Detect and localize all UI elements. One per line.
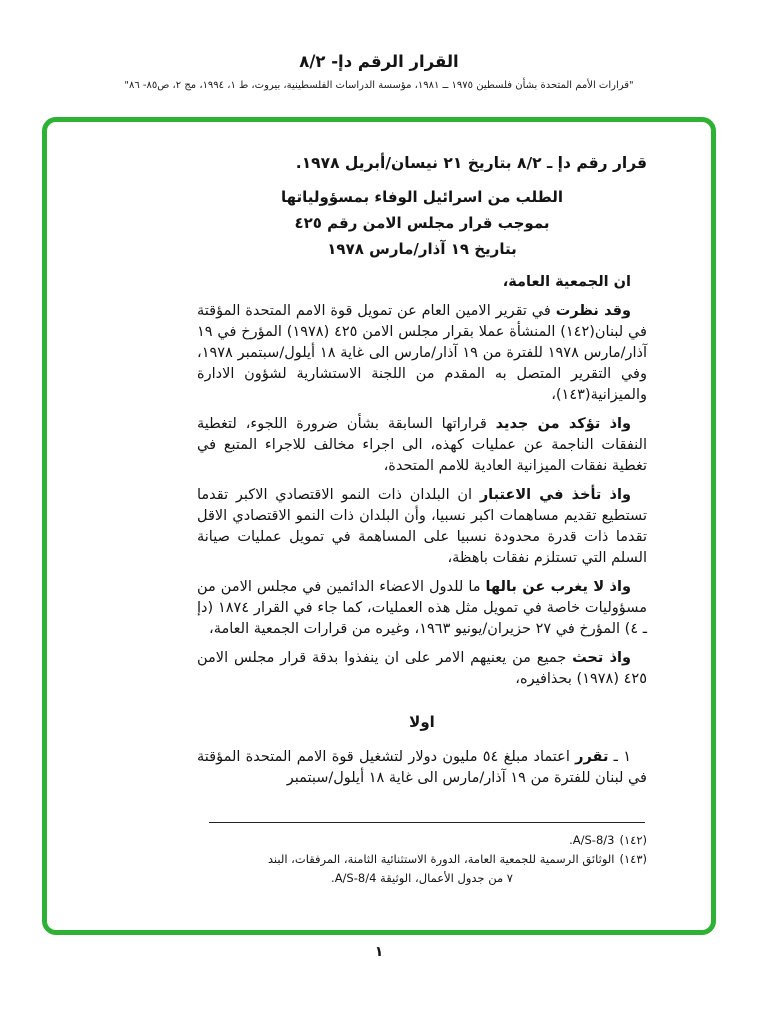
paragraph-text: جميع من يعنيهم الامر على ان ينفذوا بدقة قرار مجلس الامن ٤٢٥ (١٩٧٨) بحذافيره، xyxy=(197,650,647,687)
item-number: ١ ـ xyxy=(613,749,631,765)
footnote-text: A/S-8/3. xyxy=(569,833,615,847)
paragraph-lead: واذ تأخذ في الاعتبار xyxy=(479,487,631,503)
footnote-marker: (١٤٢) xyxy=(619,833,647,847)
paragraph-lead: وقد نظرت xyxy=(555,303,632,319)
paragraph-text: ان البلدان ذات النمو الاقتصادي الاكبر تقدما تستطيع تقديم مساهمات اكبر نسبيا، وأن البلدان ذات النمو الاقتصادي الاقل تقدما ذات قدرة محدودة نسبيا على المساهمة في تمويل عمليات صيانة السلم التي تستلزم نفقات باهظة، xyxy=(197,487,647,566)
subtitle-line: الطلب من اسرائيل الوفاء بمسؤولياتها xyxy=(280,188,564,206)
paragraph-lead: واذ لا يغرب عن بالها xyxy=(485,579,631,595)
paragraph-taking-into-account xyxy=(197,485,647,569)
resolution-body xyxy=(197,152,647,797)
operative-item-1 xyxy=(197,747,647,789)
resolution-title: قرار رقم دإ ـ ٨/٢ بتاريخ ٢١ نيسان/أبريل ١٩٧٨. xyxy=(295,154,647,172)
paragraph-lead: واذ تؤكد من جديد xyxy=(495,416,632,432)
footnote-divider xyxy=(209,822,645,823)
paragraph-text: ما للدول الاعضاء الدائمين في مجلس الامن من مسؤوليات خاصة في تمويل مثل هذه العمليات، كما جاء في القرار ١٨٧٤ (دإ ـ ٤) المؤرخ في ٢٧ حزيران/يونيو ١٩٦٣، وغيره من قرارات الجمعية العامة، xyxy=(197,579,647,637)
page-title: القرار الرقم دإ- ٨/٢ xyxy=(299,52,459,71)
footnotes xyxy=(197,822,647,888)
opening-line: ان الجمعية العامة، xyxy=(502,274,631,290)
footnote-text: الوثائق الرسمية للجمعية العامة، الدورة الاستثنائية الثامنة، المرفقات، البند xyxy=(267,852,615,866)
source-citation: "قرارات الأمم المتحدة بشأن فلسطين ١٩٧٥ ــ ١٩٨١، مؤسسة الدراسات الفلسطينية، بيروت، ط ١، ١٩٩٤، مج ٢، ص٨٥- ٨٦" xyxy=(124,80,634,91)
footnote-143 xyxy=(197,850,647,888)
footnote-marker: (١٤٣) xyxy=(619,852,647,866)
page-number: ١ xyxy=(374,944,384,960)
paragraph-text: قراراتها السابقة بشأن ضرورة اللجوء، لتغطية النفقات الناجمة عن عمليات كهذه، الى اجراء مخالف للاجراء المتبع في تغطية نفقات الميزانية العادية للامم المتحدة، xyxy=(197,416,647,474)
item-lead: تقرر xyxy=(575,749,609,765)
paragraph-reaffirming xyxy=(197,414,647,477)
section-heading: اولا xyxy=(409,713,435,731)
paragraph-mindful xyxy=(197,577,647,640)
item-text: اعتماد مبلغ ٥٤ مليون دولار لتشغيل قوة الامم المتحدة المؤقتة في لبنان للفترة من ١٩ آذار/مارس الى غاية ١٨ أيلول/سبتمبر xyxy=(197,749,647,786)
footnote-text-continued: ٧ من جدول الأعمال، الوثيقة A/S-8/4. xyxy=(331,871,513,885)
footnote-142 xyxy=(197,831,647,850)
resolution-subtitle xyxy=(197,184,647,262)
page-header xyxy=(0,0,758,91)
content-frame xyxy=(42,117,716,935)
paragraph-urging xyxy=(197,648,647,690)
paragraph-text: في تقرير الامين العام عن تمويل قوة الامم المتحدة المؤقتة في لبنان(١٤٢) المنشأة عملا بقرار مجلس الامن ٤٢٥ (١٩٧٨) المؤرخ في ١٩ آذار/مارس ١٩٧٨ للفترة من ١٩ آذار/مارس الى غاية ١٨ أيلول/سبتمبر ١٩٧٨، وفي التقرير المتصل به المقدم من اللجنة الاستشارية لشؤون الادارة والميزانية(١٤٣)، xyxy=(197,303,647,403)
paragraph-considered xyxy=(197,301,647,406)
subtitle-line: بتاريخ ١٩ آذار/مارس ١٩٧٨ xyxy=(327,240,517,258)
paragraph-lead: واذ تحث xyxy=(572,650,632,666)
subtitle-line: بموجب قرار مجلس الامن رقم ٤٢٥ xyxy=(294,214,550,232)
